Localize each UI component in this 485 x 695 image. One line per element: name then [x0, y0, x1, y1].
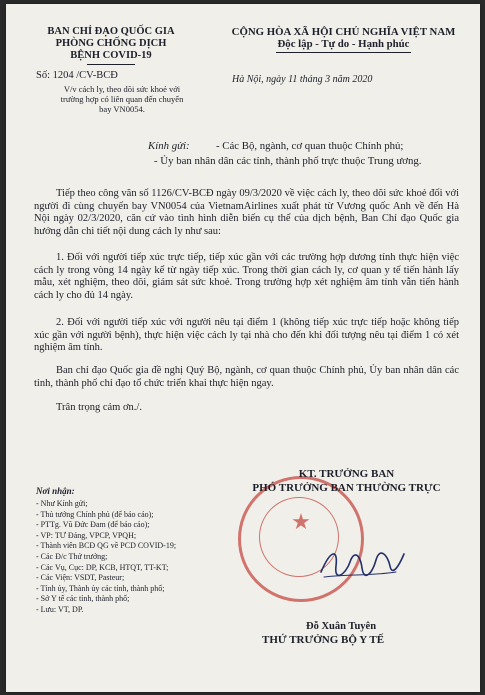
document-subject — [42, 84, 202, 114]
signer-name: Đỗ Xuân Tuyên — [306, 621, 377, 632]
motto-underline — [276, 52, 411, 53]
document-page — [6, 4, 480, 692]
list-item: - Các Đ/c Thứ trưởng; — [36, 551, 108, 561]
list-item: - PTTg. Vũ Đức Đam (để báo cáo); — [36, 520, 150, 530]
subject-line-2: trường hợp có liên quan đến chuyến — [60, 94, 184, 104]
agency-underline — [87, 64, 135, 65]
recipients-label: Nơi nhận: — [36, 486, 75, 496]
national-header — [211, 26, 476, 53]
handwritten-signature — [316, 544, 406, 584]
national-motto: Độc lập - Tự do - Hạnh phúc — [277, 38, 410, 50]
greeting: Kính gửi: — [148, 140, 190, 152]
list-item: - Thành viên BCĐ QG về PCD COVID-19; — [36, 541, 177, 551]
seal-star-icon: ★ — [291, 509, 311, 534]
agency-line-2: PHÒNG CHỐNG DỊCH — [55, 38, 167, 49]
country-name: CỘNG HÒA XÃ HỘI CHỦ NGHĨA VIỆT NAM — [231, 26, 456, 38]
signature-title-2: PHÓ TRƯỞNG BAN THƯỜNG TRỰC — [252, 482, 441, 494]
document-number: Số: 1204 /CV-BCĐ — [36, 70, 118, 81]
list-item: - Sở Y tế các tỉnh, thành phố; — [36, 594, 130, 604]
item-2-paragraph: 2. Đối với người tiếp xúc với người nêu tại điểm 1 (không tiếp xúc trực tiếp hoặc không tiếp xúc gần với người bệnh), thực hiện việc cách ly tại nhà cho đến khi đối tượng nêu tại điểm 1 có xét nghiệm âm tính. — [34, 317, 459, 353]
item-1-paragraph: 1. Đối với người tiếp xúc trực tiếp, tiếp xúc gần với các trường hợp dương tính thực hiện việc cách ly trong vòng 14 ngày kể từ ngày tiếp xúc. Trong thời gian cách ly, cơ quan y tế tiến hành lấy mẫu, xét nghiệm, theo dõi, giám sát sức khoẻ. Trong trường hợp xét nghiệm âm tính vẫn tiến hành cách ly cho đủ 14 ngày. — [34, 252, 459, 301]
subject-line-1: V/v cách ly, theo dõi sức khoẻ với — [63, 84, 181, 94]
signer-position: THỨ TRƯỞNG BỘ Y TẾ — [262, 634, 385, 646]
list-item: - Tỉnh ủy, Thành ủy các tỉnh, thành phố; — [36, 583, 165, 593]
agency-line-3: BỆNH COVID-19 — [70, 50, 152, 61]
list-item: - Như Kính gửi; — [36, 499, 88, 508]
recipient-1: - Các Bộ, ngành, cơ quan thuộc Chính phủ; — [216, 140, 404, 152]
recipients-list — [36, 499, 176, 616]
list-item: - Lưu: VT, DP. — [36, 604, 84, 614]
closing-line: Trân trọng cảm ơn./. — [56, 402, 142, 413]
request-paragraph: Ban chỉ đạo Quốc gia đề nghị Quý Bộ, ngành, cơ quan thuộc Chính phủ, Ủy ban nhân dân các tỉnh, thành phố chỉ đạo tổ chức triển khai thực hiện ngay. — [34, 365, 459, 389]
agency-line-1: BAN CHỈ ĐẠO QUỐC GIA — [47, 26, 175, 37]
issuing-agency — [16, 26, 206, 65]
list-item: - Các Viện: VSDT, Pasteur; — [36, 573, 125, 583]
document-date: Hà Nội, ngày 11 tháng 3 năm 2020 — [232, 74, 373, 85]
signature-title-1: KT. TRƯỞNG BAN — [298, 468, 395, 480]
list-item: - Thủ tướng Chính phủ (để báo cáo); — [36, 509, 154, 519]
recipient-2: - Ủy ban nhân dân các tỉnh, thành phố trực thuộc Trung ương. — [154, 155, 422, 167]
intro-paragraph: Tiếp theo công văn số 1126/CV-BCĐ ngày 09/3/2020 về việc cách ly, theo dõi sức khoẻ đối với người đi cùng chuyến bay VN0054 của VietnamAirlines xuất phát từ Vương quốc Anh về đến Hà Nội ngày 02/3/2020, căn cứ vào tình hình diễn biến cụ thể của dịch bệnh, Ban Chỉ đạo Quốc gia hướng dẫn chi tiết nội dung cách ly như sau: — [34, 188, 459, 237]
list-item: - VP: TƯ Đảng, VPCP, VPQH; — [36, 530, 137, 540]
list-item: - Các Vụ, Cục: DP, KCB, HTQT, TT-KT; — [36, 562, 169, 572]
subject-line-3: bay VN0054. — [99, 104, 145, 114]
